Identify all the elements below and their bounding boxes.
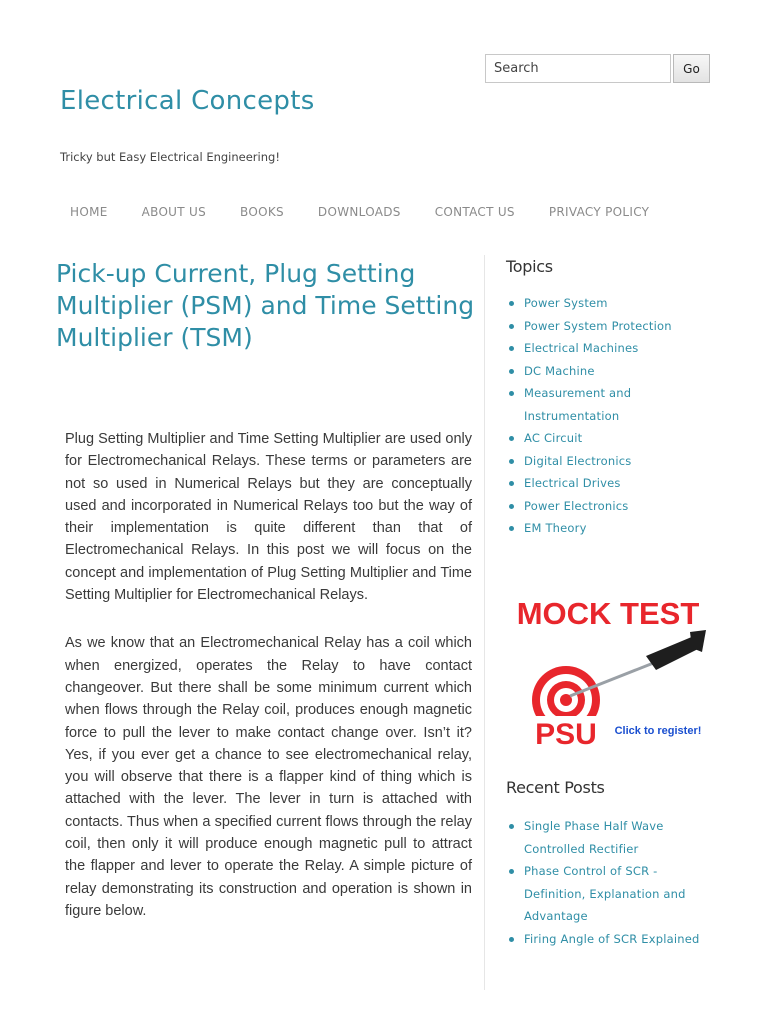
post-title: Pick-up Current, Plug Setting Multiplier (PSM) and Time Setting Multiplier (TSM) <box>56 259 475 352</box>
topic-link-measurement[interactable]: Measurement and Instrumentation <box>524 386 632 423</box>
list-item <box>506 815 711 860</box>
topics-list <box>506 292 711 540</box>
recent-posts-widget-title: Recent Posts <box>506 778 605 797</box>
site-tagline: Tricky but Easy Electrical Engineering! <box>60 150 280 164</box>
topics-widget-title: Topics <box>506 257 553 276</box>
topic-link-power-electronics[interactable]: Power Electronics <box>524 498 629 513</box>
banner-brand: PSU <box>535 718 597 750</box>
recent-post-link[interactable]: Single Phase Half Wave Controlled Rectifier <box>524 819 664 856</box>
list-item <box>506 928 711 951</box>
topic-link-electrical-machines[interactable]: Electrical Machines <box>524 341 639 355</box>
recent-posts-list <box>506 815 711 950</box>
list-item <box>506 292 711 315</box>
topic-link-digital-electronics[interactable]: Digital Electronics <box>524 453 632 468</box>
mock-test-banner[interactable] <box>506 590 711 750</box>
topic-link-dc-machine[interactable]: DC Machine <box>524 363 595 378</box>
list-item <box>506 382 711 427</box>
list-item <box>506 860 711 928</box>
list-item <box>506 360 711 383</box>
list-item <box>506 315 711 338</box>
list-item <box>506 427 711 450</box>
nav-item-about-us[interactable]: ABOUT US <box>141 205 207 219</box>
post-content <box>65 428 472 948</box>
topic-link-power-system[interactable]: Power System <box>524 296 608 310</box>
list-item <box>506 495 711 518</box>
list-item <box>506 337 711 360</box>
recent-post-link[interactable]: Phase Control of SCR - Definition, Explanation and Advantage <box>524 864 686 923</box>
post-paragraph: As we know that an Electromechanical Relay has a coil which when energized, operates the Relay to have contact changeover. But there shall be some minimum current which when flows through the Relay coil, produces enough magnetic force to pull the lever to make contact change over. Isn’t it? Yes, if you ever get a chance to see electromechanical relay, you will observe that there is a flapper kind of thing which is attached with the lever. The lever in turn is attached with contacts. Thus when a specified current flows through the relay coil, then only it will produce enough magnetic pull to attract the flapper and lever to operate the Relay. A simple picture of relay demonstrating its construction and operation is shown in figure below. <box>65 635 472 919</box>
sidebar-divider <box>484 255 485 990</box>
topic-link-power-system-protection[interactable]: Power System Protection <box>524 318 672 333</box>
nav-item-downloads[interactable]: DOWNLOADS <box>317 205 401 219</box>
nav-item-home[interactable]: HOME <box>70 205 108 219</box>
topic-link-ac-circuit[interactable]: AC Circuit <box>524 431 583 445</box>
list-item <box>506 472 711 495</box>
topic-link-electrical-drives[interactable]: Electrical Drives <box>524 476 621 490</box>
site-title[interactable]: Electrical Concepts <box>60 86 315 116</box>
recent-post-link[interactable]: Firing Angle of SCR Explained <box>524 931 700 946</box>
list-item <box>506 450 711 473</box>
nav-item-privacy-policy[interactable]: PRIVACY POLICY <box>548 205 650 219</box>
banner-heading: MOCK TEST <box>516 596 700 631</box>
nav-item-contact-us[interactable]: CONTACT US <box>434 205 515 219</box>
search-input[interactable] <box>485 54 671 83</box>
list-item <box>506 517 711 540</box>
search-go-button[interactable]: Go <box>673 54 710 83</box>
banner-cta[interactable]: Click to register! <box>614 725 702 737</box>
post-paragraph: Plug Setting Multiplier and Time Setting Multiplier are used only for Electromechanical Relays. These terms or parameters are not so used in Numerical Relays but they are conceptually used and incorporated in Numerical Relays too but the way of their implementation is quite different than that of Electromechanical Relays. In this post we will focus on the concept and implementation of Plug Setting Multiplier and Time Setting Multiplier for Electromechanical Relays. <box>65 431 472 604</box>
main-nav <box>70 205 683 219</box>
nav-item-books[interactable]: BOOKS <box>240 205 284 219</box>
topic-link-em-theory[interactable]: EM Theory <box>524 521 587 535</box>
